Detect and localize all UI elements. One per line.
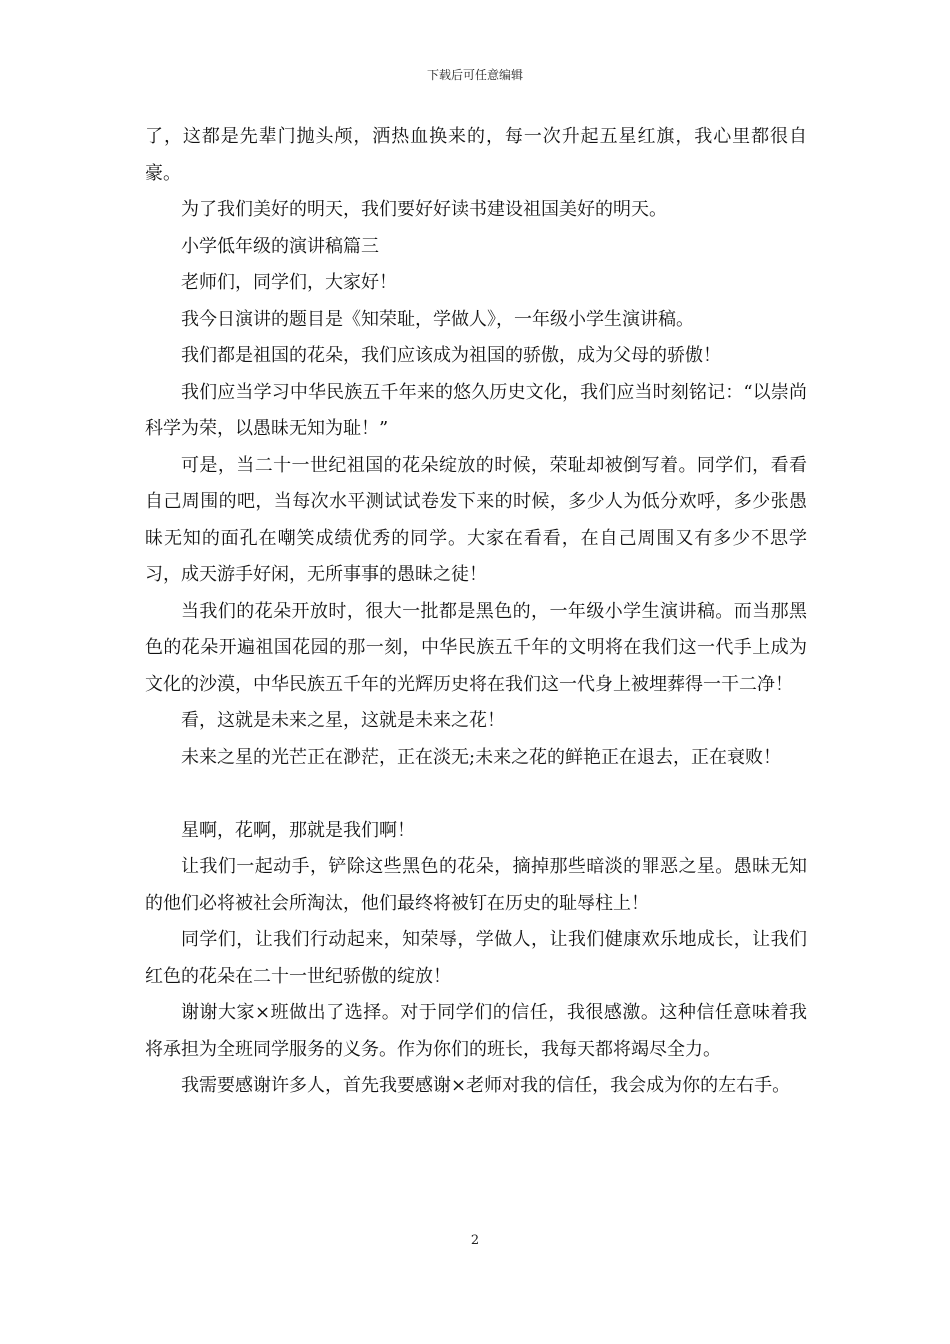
paragraph: 可是，当二十一世纪祖国的花朵绽放的时候，荣耻却被倒写着。同学们，看看自己周围的吧，当每次水平测试试卷发下来的时候，多少人为低分欢呼，多少张愚昧无知的面孔在嘲笑成绩优秀的同学。大家在看看，在自己周围又有多少不思学习，成天游手好闲，无所事事的愚昧之徒！ bbox=[145, 454, 807, 585]
paragraph: 老师们，同学们，大家好！ bbox=[181, 272, 397, 293]
paragraph: 谢谢大家×班做出了选择。对于同学们的信任，我很感激。这种信任意味着我将承担为全班同学服务的义务。作为你们的班长，我每天都将竭尽全力。 bbox=[145, 1002, 807, 1060]
paragraph: 了，这都是先辈门抛头颅，洒热血换来的，每一次升起五星红旗，我心里都很自豪。 bbox=[145, 126, 807, 184]
paragraph: 为了我们美好的明天，我们要好好读书建设祖国美好的明天。 bbox=[181, 199, 667, 220]
paragraph: 我需要感谢许多人，首先我要感谢×老师对我的信任，我会成为你的左右手。 bbox=[181, 1075, 791, 1096]
paragraph: 看，这就是未来之星，这就是未来之花！ bbox=[181, 710, 505, 731]
paragraph: 我们都是祖国的花朵，我们应该成为祖国的骄傲，成为父母的骄傲！ bbox=[181, 345, 721, 366]
paragraph: 我们应当学习中华民族五千年来的悠久历史文化，我们应当时刻铭记：“以崇尚科学为荣，以愚昧无知为耻！” bbox=[145, 381, 807, 439]
paragraph: 我今日演讲的题目是《知荣耻，学做人》，一年级小学生演讲稿。 bbox=[181, 308, 694, 330]
document-body bbox=[145, 119, 807, 1105]
paragraph: 让我们一起动手，铲除这些黑色的花朵，摘掉那些暗淡的罪恶之星。愚昧无知的他们必将被社会所淘汰，他们最终将被钉在历史的耻辱柱上！ bbox=[145, 856, 807, 914]
paragraph: 当我们的花朵开放时，很大一批都是黑色的，一年级小学生演讲稿。而当那黑色的花朵开遍祖国花园的那一刻，中华民族五千年的文明将在我们这一代手上成为文化的沙漠，中华民族五千年的光辉历史将在我们这一代身上被埋葬得一干二净！ bbox=[145, 600, 807, 695]
page-header: 下载后可任意编辑 bbox=[426, 68, 523, 82]
blank-line bbox=[145, 776, 807, 813]
page-number: 2 bbox=[470, 1233, 480, 1248]
paragraph: 未来之星的光芒正在渺茫，正在淡无;未来之花的鲜艳正在退去，正在衰败！ bbox=[181, 746, 782, 768]
paragraph: 同学们，让我们行动起来，知荣辱，学做人，让我们健康欢乐地成长，让我们红色的花朵在二十一世纪骄傲的绽放！ bbox=[145, 929, 807, 987]
paragraph: 星啊，花啊，那就是我们啊！ bbox=[181, 819, 415, 841]
section-title: 小学低年级的演讲稿篇三 bbox=[181, 235, 379, 257]
